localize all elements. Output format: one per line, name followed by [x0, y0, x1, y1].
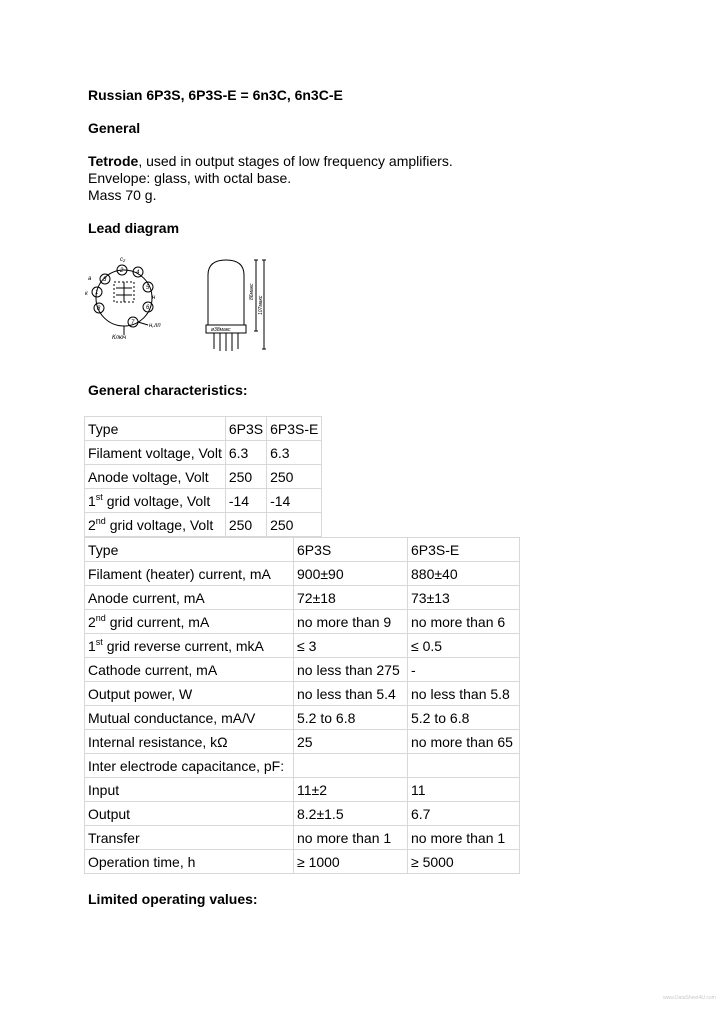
table-cell: - — [408, 658, 520, 682]
table-cell: 11±2 — [294, 778, 408, 802]
table-cell: no more than 65 — [408, 730, 520, 754]
ordinal-suffix: st — [95, 636, 103, 647]
description-line-3: Mass 70 g. — [88, 187, 157, 203]
table-row — [85, 562, 520, 586]
table-cell: Output power, W — [85, 682, 294, 706]
characteristics-table-1 — [84, 416, 322, 537]
table-cell: 11 — [408, 778, 520, 802]
table-cell — [294, 754, 408, 778]
table-row — [85, 513, 322, 537]
table-cell: Anode voltage, Volt — [85, 465, 226, 489]
table-cell: no more than 1 — [408, 826, 520, 850]
table-cell: 250 — [267, 513, 322, 537]
table-cell: 6P3S — [225, 417, 266, 441]
table-cell: 250 — [267, 465, 322, 489]
table-row — [85, 778, 520, 802]
table-cell: Transfer — [85, 826, 294, 850]
table-cell: no more than 6 — [408, 610, 520, 634]
table-cell: 6.3 — [225, 441, 266, 465]
outer-label: c₂ — [120, 257, 126, 263]
table-cell: no more than 9 — [294, 610, 408, 634]
table-cell: Output — [85, 802, 294, 826]
cell-text: grid reverse current, mkA — [102, 637, 264, 654]
description-line-1 — [88, 153, 453, 170]
table-row — [85, 489, 322, 513]
pin-label: 3 — [103, 277, 107, 283]
table-cell — [85, 610, 294, 634]
table-cell: ≤ 0.5 — [408, 634, 520, 658]
description-line-2: Envelope: glass, with octal base. — [88, 170, 292, 186]
table-cell — [85, 513, 226, 537]
table-cell: Operation time, h — [85, 850, 294, 874]
watermark: www.DataSheet4U.com — [663, 995, 716, 1001]
table-row — [85, 634, 520, 658]
table-row — [85, 586, 520, 610]
table-cell: Type — [85, 417, 226, 441]
table-row — [85, 802, 520, 826]
table-cell: 250 — [225, 513, 266, 537]
lead-diagram-heading: Lead diagram — [88, 220, 180, 236]
table-cell — [85, 489, 226, 513]
description-line-1-rest: , used in output stages of low frequency amplifiers. — [138, 153, 453, 169]
table-row — [85, 706, 520, 730]
tetrode-term: Tetrode — [88, 153, 139, 169]
envelope-drawing — [196, 255, 286, 365]
table-row — [85, 538, 520, 562]
table-cell: 6.7 — [408, 802, 520, 826]
page-title: Russian 6P3S, 6P3S-E = 6n3C, 6n3C-E — [88, 87, 343, 103]
table-cell: no less than 5.8 — [408, 682, 520, 706]
table-row — [85, 850, 520, 874]
table-cell: Filament voltage, Volt — [85, 441, 226, 465]
glass-bulb-outline — [208, 260, 244, 325]
table-cell: 900±90 — [294, 562, 408, 586]
pin-label: 8 — [97, 306, 101, 312]
ordinal-suffix: nd — [95, 612, 106, 623]
table-cell: no less than 5.4 — [294, 682, 408, 706]
pin-label: 6 — [146, 305, 150, 311]
table-cell: 6P3S-E — [408, 538, 520, 562]
cell-text: grid voltage, Volt — [105, 516, 214, 533]
table-cell — [85, 634, 294, 658]
pin-label: 1 — [95, 290, 99, 296]
table-cell: ≥ 1000 — [294, 850, 408, 874]
table-row — [85, 754, 520, 778]
table-cell: Input — [85, 778, 294, 802]
ordinal-number: 2 — [88, 613, 96, 630]
base-pinout-diagram — [80, 255, 180, 345]
table-cell: 73±13 — [408, 586, 520, 610]
cell-text: grid voltage, Volt — [102, 492, 211, 509]
general-description — [88, 153, 453, 204]
table-row — [85, 465, 322, 489]
general-characteristics-heading: General characteristics: — [88, 382, 248, 398]
table-cell: 8.2±1.5 — [294, 802, 408, 826]
table-row — [85, 658, 520, 682]
dimension-label: 86макс — [249, 283, 255, 300]
table-cell: Filament (heater) current, mA — [85, 562, 294, 586]
table-cell: 250 — [225, 465, 266, 489]
outer-label: н,лп — [149, 323, 161, 329]
table-cell: Inter electrode capacitance, pF: — [85, 754, 294, 778]
table-cell: Cathode current, mA — [85, 658, 294, 682]
table-cell: Anode current, mA — [85, 586, 294, 610]
table-row — [85, 730, 520, 754]
ordinal-number: 2 — [88, 516, 96, 533]
table-cell: -14 — [267, 489, 322, 513]
table-row — [85, 441, 322, 465]
table-cell: 6P3S-E — [267, 417, 322, 441]
pins — [214, 333, 238, 351]
table-cell: 5.2 to 6.8 — [294, 706, 408, 730]
dimension-label: ø38макс — [211, 327, 231, 333]
table-row — [85, 610, 520, 634]
general-heading: General — [88, 120, 141, 136]
ordinal-number: 1 — [88, 637, 96, 654]
pin-label: 2 — [120, 268, 124, 274]
table-cell: Mutual conductance, mA/V — [85, 706, 294, 730]
table-cell: no less than 275 — [294, 658, 408, 682]
characteristics-table-2 — [84, 537, 520, 874]
outer-label: a — [88, 276, 92, 282]
ordinal-suffix: st — [95, 491, 103, 502]
ordinal-suffix: nd — [95, 515, 106, 526]
table-cell: 880±40 — [408, 562, 520, 586]
outer-label: н — [152, 295, 156, 301]
cell-text: grid current, mA — [105, 613, 210, 630]
table-cell: 72±18 — [294, 586, 408, 610]
pin-label: 4 — [136, 270, 140, 276]
table-cell: Type — [85, 538, 294, 562]
pin-label: 7 — [131, 320, 135, 326]
table-cell: ≤ 3 — [294, 634, 408, 658]
table-cell: 25 — [294, 730, 408, 754]
pin-label: 5 — [146, 285, 150, 291]
table-cell: -14 — [225, 489, 266, 513]
table-cell — [408, 754, 520, 778]
outer-label: Ключ — [112, 335, 127, 341]
ordinal-number: 1 — [88, 492, 96, 509]
limited-operating-values-heading: Limited operating values: — [88, 891, 258, 907]
table-cell: ≥ 5000 — [408, 850, 520, 874]
outer-label: к — [85, 291, 88, 297]
table-cell: Internal resistance, kΩ — [85, 730, 294, 754]
table-row — [85, 826, 520, 850]
table-row — [85, 682, 520, 706]
table-cell: 6P3S — [294, 538, 408, 562]
table-row — [85, 417, 322, 441]
dimension-label: 107макс — [258, 295, 264, 315]
table-cell: 5.2 to 6.8 — [408, 706, 520, 730]
table-cell: no more than 1 — [294, 826, 408, 850]
table-cell: 6.3 — [267, 441, 322, 465]
